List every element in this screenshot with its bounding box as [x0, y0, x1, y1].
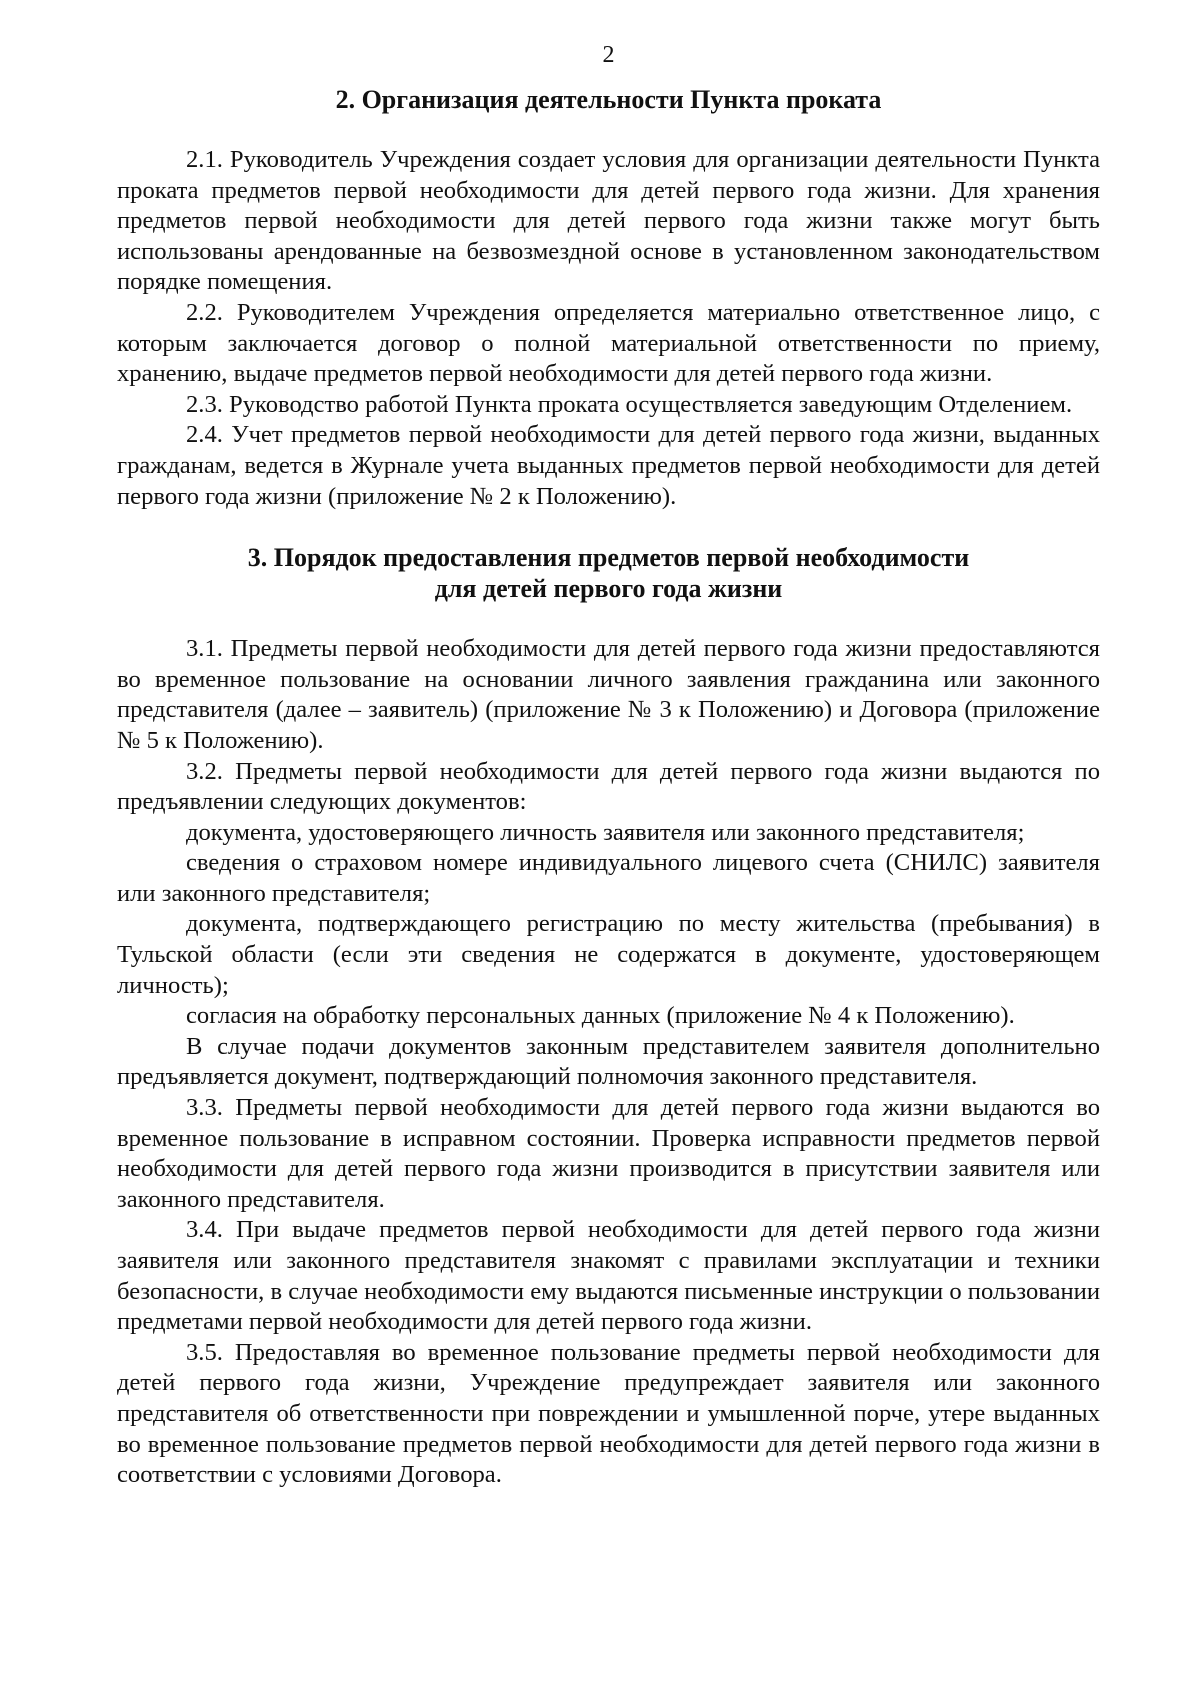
- paragraph-2-4: 2.4. Учет предметов первой необходимости для детей первого года жизни, выданных гражданам, ведется в Журнале учета выданных предметов первой необходимости для детей первого года жизни (приложение № 2 к Положению).: [117, 421, 1100, 510]
- section-3-title-line-2: для детей первого года жизни: [434, 574, 783, 604]
- paragraph-3-3: 3.3. Предметы первой необходимости для детей первого года жизни выдаются во временное пользование в исправном состоянии. Проверка исправности предметов первой необходимости для детей первого года жизни производится в присутствии заявителя или законного представителя.: [117, 1094, 1100, 1213]
- section-2-body: [117, 145, 1100, 512]
- page-number: 2: [602, 42, 615, 68]
- paragraph-3-2: 3.2. Предметы первой необходимости для детей первого года жизни выдаются по предъявлении следующих документов:: [117, 757, 1100, 816]
- list-item-identity-document: документа, удостоверяющего личность заявителя или законного представителя;: [186, 818, 1025, 846]
- list-item-registration-document: документа, подтверждающего регистрацию по месту жительства (пребывания) в Тульской области (если эти сведения не содержатся в документе, удостоверяющем личность);: [117, 910, 1100, 999]
- section-3-title: [117, 542, 1100, 604]
- paragraph-2-3: 2.3. Руководство работой Пункта проката осуществляется заведующим Отделением.: [186, 390, 1073, 418]
- document-page: [117, 40, 1100, 1491]
- list-item-data-consent: согласия на обработку персональных данных (приложение № 4 к Положению).: [186, 1002, 1015, 1030]
- paragraph-3-4: 3.4. При выдаче предметов первой необходимости для детей первого года жизни заявителя или законного представителя знакомят с правилами эксплуатации и техники безопасности, в случае необходимости ему выдаются письменные инструкции о пользовании предметами первой необходимости для детей первого года жизни.: [117, 1216, 1100, 1336]
- section-3-body: [117, 634, 1100, 1491]
- paragraph-3-5: 3.5. Предоставляя во временное пользование предметы первой необходимости для детей первого года жизни, Учреждение предупреждает заявителя или законного представителя об ответственности при повреждении и умышленной порче, утере выданных во временное пользование предметов первой необходимости для детей первого года жизни в соответствии с условиями Договора.: [117, 1338, 1100, 1489]
- paragraph-3-1: 3.1. Предметы первой необходимости для детей первого года жизни предоставляются во временное пользование на основании личного заявления гражданина или законного представителя (далее – заявитель) (приложение № 3 к Положению) и Договора (приложение № 5 к Положению).: [117, 635, 1100, 754]
- list-item-snils: сведения о страховом номере индивидуального лицевого счета (СНИЛС) заявителя или законного представителя;: [117, 849, 1100, 907]
- paragraph-2-1: 2.1. Руководитель Учреждения создает условия для организации деятельности Пункта проката предметов первой необходимости для детей первого года жизни. Для хранения предметов первой необходимости для детей первого года жизни также могут быть использованы арендованные на безвозмездной основе в установленном законодательством порядке помещения.: [117, 146, 1100, 296]
- section-3-title-line-1: 3. Порядок предоставления предметов первой необходимости: [247, 543, 970, 573]
- paragraph-2-2: 2.2. Руководителем Учреждения определяется материально ответственное лицо, с которым заключается договор о полной материальной ответственности по приему, хранению, выдаче предметов первой необходимости для детей первого года жизни.: [117, 298, 1100, 388]
- section-2-title: 2. Организация деятельности Пункта проката: [335, 85, 882, 114]
- paragraph-legal-representative: В случае подачи документов законным представителем заявителя дополнительно предъявляется документ, подтверждающий полномочия законного представителя.: [117, 1032, 1100, 1091]
